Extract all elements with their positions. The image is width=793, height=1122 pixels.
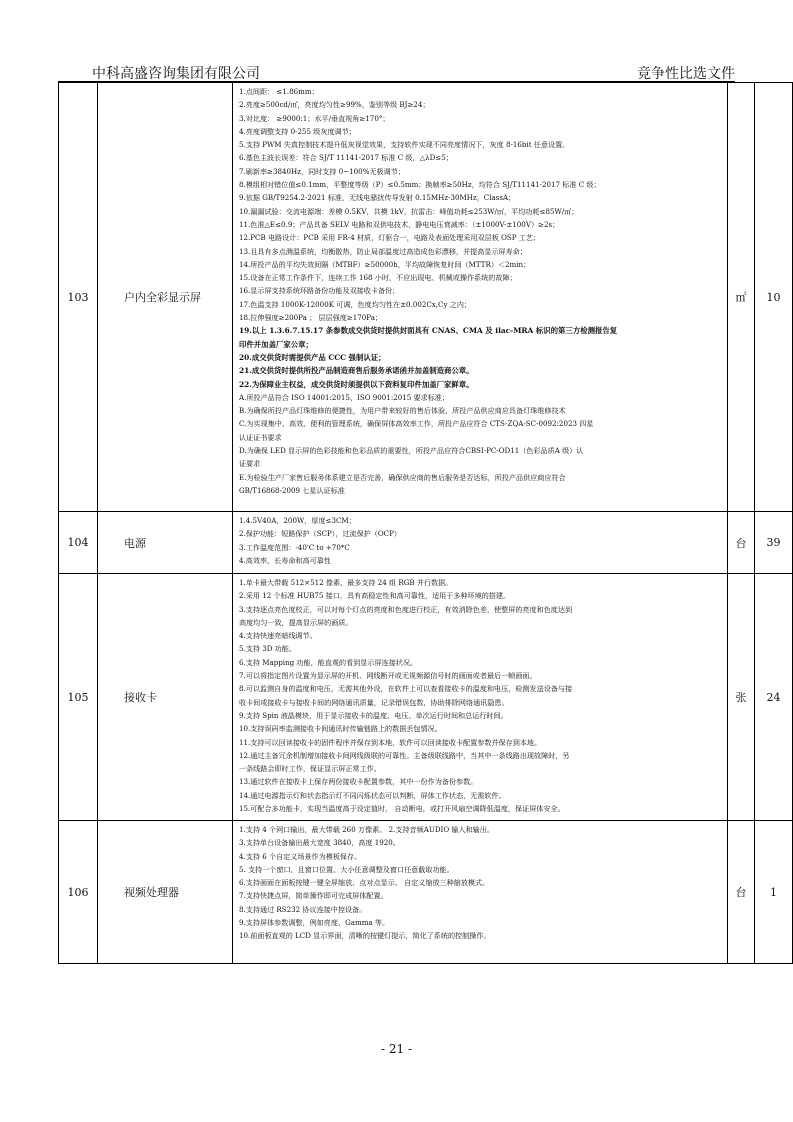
item-number: 103 bbox=[59, 83, 98, 512]
spec-line: A.所投产品符合 ISO 14001:2015、ISO 9001:2015 要求标准； bbox=[239, 392, 449, 402]
spec-line: 1.点间距： ≤1.86mm； bbox=[239, 87, 319, 96]
company-name: 中科高盛咨询集团有限公司 bbox=[92, 66, 260, 82]
item-number: 106 bbox=[59, 821, 98, 964]
spec-line: 9.支持屏体参数调整，例如亮度、Gamma 等。 bbox=[239, 918, 390, 928]
item-specification bbox=[233, 512, 728, 574]
item-unit: ㎡ bbox=[728, 83, 755, 512]
spec-line: 一条线路会即时工作，保证显示屏正常工作。 bbox=[239, 764, 381, 774]
spec-line: D.为确保 LED 显示屏的色彩技能和色彩品质的重要性，所投产品应符合CBSI-PC-OD11（色彩品质A 级）认 bbox=[239, 446, 584, 456]
spec-line: 3.对比度： ≥9000:1；水平/垂直视角≥170°； bbox=[239, 113, 390, 123]
spec-table bbox=[58, 82, 793, 964]
spec-line: 1.单卡最大带载 512×512 像素，最多支持 24 组 RGB 并行数据。 bbox=[239, 578, 453, 587]
spec-line: 19.以上 1.3.6.7.15.17 条参数成交供货时提供封面具有 CNAS、CMA 及 ilac-MRA 标识的第三方检测报告复 bbox=[239, 326, 618, 336]
item-unit: 台 bbox=[728, 512, 755, 574]
spec-line: 18.拉伸强度≥200Pa ； 层层强度≥170Pa； bbox=[239, 313, 383, 323]
spec-line: 7.支持快捷点屏，简单操作即可完成屏体配置。 bbox=[239, 891, 388, 901]
spec-line: 5.支持 PWM 失真控制技术提升低灰视觉效果，支持软件实现不同亮度情况下，灰度 8-16bit 任意设置。 bbox=[239, 140, 570, 150]
item-quantity: 1 bbox=[755, 821, 793, 964]
spec-line: 8.可以监测自身的温度和电压，无需其他外设，在软件上可以查看接收卡的温度和电压，检测发送设备与接 bbox=[239, 684, 573, 694]
spec-line: 2.保护功能：短路保护（SCP），过流保护（OCP） bbox=[239, 529, 401, 539]
spec-line: 10.前面板直观的 LCD 显示界面，清晰的按键灯提示，简化了系统的控制操作。 bbox=[239, 931, 491, 941]
spec-line: 10.漏漏试验：交流电源端：差模 0.5KV，共模 1kV，抗雷击：峰值功耗≤253W/㎡，平均功耗≤85W/㎡； bbox=[239, 206, 579, 216]
spec-line: 14.所投产品的平均失效间隔（MTBF）≥50000h，平均故障恢复时间（MTTR）＜2min； bbox=[239, 259, 531, 269]
item-quantity: 39 bbox=[755, 512, 793, 574]
item-name: 户内全彩显示屏 bbox=[98, 83, 233, 512]
spec-line: 7.可以将指定图片设置为显示屏的开机、网线断开或无视频源信号时的画面或者最后一帧画面。 bbox=[239, 671, 537, 681]
spec-line: 2.亮度≥500cd/㎡，亮度均匀性≥99%，鉴别等级 BJ≥24； bbox=[239, 100, 430, 110]
spec-line: B.为确保所投产品灯珠维修的便捷性，为用户带来较好的售后体验，所投产品供应商应具备灯珠维修技术 bbox=[239, 406, 566, 416]
spec-line: 17.色温支持 1000K-12000K 可调，色度均匀性在±0.002Cx,Cy 之内； bbox=[239, 299, 472, 309]
spec-line: E.为检验生产厂家售后服务体系建立是否完善，确保供应商的售后服务是否达标，所投产品供应商应符合 bbox=[239, 472, 566, 482]
item-quantity: 24 bbox=[755, 574, 793, 821]
spec-line: 1.4.5V40A，200W，厚度≤3CM； bbox=[239, 516, 356, 525]
spec-line: 证要求 bbox=[239, 459, 261, 469]
document-type: 竞争性比选文件 bbox=[637, 66, 735, 82]
spec-line: 15.可配合多功能卡，实现当温度高于设定值时， 自动断电，或打开风扇空调降低温度，保证屏体安全。 bbox=[239, 804, 565, 814]
item-unit: 台 bbox=[728, 821, 755, 964]
spec-line: 6.基色主波长误差：符合 SJ/T 11141-2017 标准 C 级，△λD≤5； bbox=[239, 153, 453, 163]
spec-line: 收卡间或接收卡与接收卡间的网络通讯质量，记录错误包数，协助排除网络通讯隐患。 bbox=[239, 697, 509, 707]
spec-line: 3.工作温度范围：-40'C to +70*C bbox=[239, 542, 350, 552]
spec-line: 20.成交供货时需提供产品 CCC 强制认证； bbox=[239, 352, 386, 362]
table-row bbox=[59, 574, 793, 821]
spec-line: 13.通过软件在接收卡上保存两份接收卡配置参数，其中一份作为备份参数。 bbox=[239, 777, 478, 787]
spec-line: 4.高效率，长寿命和高可靠性 bbox=[239, 555, 331, 565]
item-number: 105 bbox=[59, 574, 98, 821]
spec-line: 6.支持 Mapping 功能，能直观的看到显示屏连接状况。 bbox=[239, 657, 418, 667]
page-number: - 21 - bbox=[380, 1042, 412, 1056]
spec-line: 印件并加盖厂家公章； bbox=[239, 339, 313, 349]
item-name: 接收卡 bbox=[98, 574, 233, 821]
item-quantity: 10 bbox=[755, 83, 793, 512]
item-unit: 张 bbox=[728, 574, 755, 821]
item-specification bbox=[233, 574, 728, 821]
item-specification bbox=[233, 83, 728, 512]
spec-line: GB/T16868-2009 七星认证标准 bbox=[239, 485, 345, 495]
item-number: 104 bbox=[59, 512, 98, 574]
item-specification bbox=[233, 821, 728, 964]
spec-line: 9.依据 GB/T9254.2-2021 标准，无线电骚扰传导发射 0.15MHz-30MHz，ClassA； bbox=[239, 193, 516, 203]
spec-line: 认证证书要求 bbox=[239, 432, 282, 442]
spec-line: 7.刷新率≥3840Hz，同时支持 0~100%无极调节； bbox=[239, 166, 405, 176]
spec-line: 8.支持通过 RS232 协议连接中控设备。 bbox=[239, 904, 367, 914]
spec-line: 高度均匀一致，提高显示屏的画质。 bbox=[239, 617, 353, 627]
spec-line: 4.亮度调整支持 0-255 级灰度调节； bbox=[239, 126, 356, 136]
spec-line: 11.支持可以回读接收卡的固件程序并保存到本地，软件可以回读接收卡配置参数并保存到本地。 bbox=[239, 737, 542, 747]
spec-line: 11.色准△E≤0.9；产品具备 SELV 电路和双供电技术，静电电压衰减率：（±1000V-±100V）≥2s； bbox=[239, 219, 560, 229]
spec-line: 13.且具有多点测温系统，均衡散热，防止局部温度过高造成色彩漂移，并提高显示屏寿命； bbox=[239, 246, 527, 256]
spec-line: 9.支持 Spin 液晶模块，用于显示接收卡的温度、电压、单次运行时间和总运行时间。 bbox=[239, 710, 508, 720]
spec-line: 1.支持 4 个网口输出，最大带载 260 万像素。 2.支持音频AUDIO 输入和输出。 bbox=[239, 825, 494, 834]
spec-line: 4.支持 6 个自定义场景作为模板保存。 bbox=[239, 851, 362, 861]
table-row bbox=[59, 821, 793, 964]
item-name: 电源 bbox=[98, 512, 233, 574]
item-name: 视频处理器 bbox=[98, 821, 233, 964]
spec-line: 5. 支持一个窗口，且窗口位置、大小任意调整及窗口任意截取功能。 bbox=[239, 864, 454, 874]
table-row bbox=[59, 512, 793, 574]
spec-line: 4.支持快速亮暗线调节。 bbox=[239, 631, 317, 641]
spec-line: 16.显示屏支持系统环路备份功能及双接收卡备份； bbox=[239, 286, 400, 296]
spec-line: 12.通过主备冗余机制增加接收卡间网线级联的可靠性。主备级联线路中，当其中一条线路出现故障时，另 bbox=[239, 750, 570, 760]
spec-line: 5.支持 3D 功能。 bbox=[239, 644, 296, 654]
spec-line: 12.PCB 电路设计：PCB 采用 FR-4 材质，灯驱合一，电路及表面处理采用双层板 OSP 工艺； bbox=[239, 233, 541, 243]
spec-line: 6.支持画面在面板按键一键全屏缩放、点对点显示、 自定义缩放三种缩放模式。 bbox=[239, 878, 490, 888]
spec-line: 14.通过电源指示灯和状态指示灯不同闪烁状态可以判断，屏体工作状态，无需软件。 bbox=[239, 790, 506, 800]
spec-line: 3.支持单台设备输出最大宽度 3840，高度 1920。 bbox=[239, 838, 400, 848]
spec-line: C.为实现集中、高效、便利的管理系统，确保屏体高效率工作，所投产品应符合 CTS-ZQA-SC-0092:2023 四星 bbox=[239, 419, 594, 429]
spec-line: 8.模组相对错位值≤0.1mm，平整度等级（P）≤0.5mm；换帧率≥50Hz，均符合 SJ/T11141-2017 标准 C 级； bbox=[239, 180, 601, 190]
spec-line: 2.采用 12 个标准 HUB75 接口，具有高稳定性和高可靠性，适用于多种环境的搭建。 bbox=[239, 591, 511, 601]
spec-line: 3.支持逐点亮色度校正，可以对每个灯点的亮度和色度进行校正，有效消除色差，使整屏的亮度和色度达到 bbox=[239, 604, 573, 614]
table-row bbox=[59, 83, 793, 512]
spec-line: 15.设备在正常工作条件下，连续工作 168 小时，不应出现电、机械或操作系统的故障； bbox=[239, 273, 517, 283]
spec-line: 22.为保障业主权益，成交供货时须提供以下资料复印件加盖厂家鲜章。 bbox=[239, 379, 474, 389]
spec-line: 10.支持误码率监测接收卡间通讯时传输链路上的数据丢包情况。 bbox=[239, 724, 442, 734]
spec-line: 21.成交供货时提供所投产品制造商售后服务承诺函并加盖制造商公章。 bbox=[239, 366, 474, 376]
